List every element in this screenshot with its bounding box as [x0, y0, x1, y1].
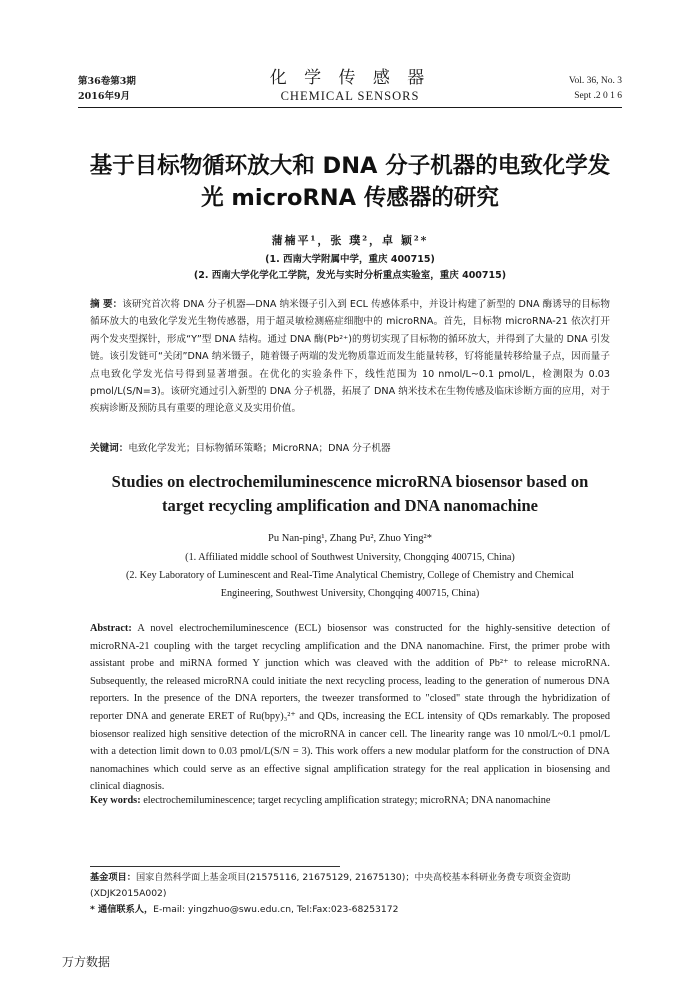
journal-name-cn: 化 学 传 感 器 — [269, 68, 431, 88]
header-right — [569, 74, 622, 104]
contact-label: * 通信联系人， — [90, 904, 154, 915]
header-left — [78, 74, 136, 104]
en-title — [90, 470, 610, 518]
volume-en: Vol. 36, No. 3 — [568, 76, 622, 86]
header-rule — [78, 107, 622, 108]
cn-title — [80, 150, 620, 214]
cn-affiliation-1: (1. 西南大学附属中学，重庆 400715) — [265, 254, 435, 265]
cn-keywords-label: 关键词： — [90, 443, 129, 454]
cn-abstract-text: 该研究首次将 DNA 分子机器—DNA 纳米镊子引入到 ECL 传感体系中，并设计构建了新型的 DNA 酶诱导的目标物循环放大的电致化学发光生物传感器，用于超灵敏检测癌症细胞中的 microRNA。首先，目标物 microRNA-21 依次打开两个发夹型探针，形成“Y”型 DNA 结构。通过 DNA 酶(Pb²⁺)的剪切实现了目标物的循环放大，并得到了大量的 DNA 引发链。该引发链可“关闭”DNA 纳米镊子，随着镊子两端的发光物质靠近而发生能量转移，钌将能量转移给量子点，因而量子点电致化学发光信号得到显著增强。在优化的实验条件下，线性范围为 10 nmol/L~0.1 pmol/L，检测限为 0.03 pmol/L(S/N=3)。该研究通过引入新型的 DNA 分子机器，拓展了 DNA 纳米技术在生物传感及临床诊断方面的应用，对于疾病诊断及预防具有重要的理论意义及实用价值。 — [90, 299, 610, 415]
en-title-line1: Studies on electrochemiluminescence microRNA biosensor based on — [111, 472, 589, 491]
cn-keywords-text: 电致化学发光；目标物循环策略；MicroRNA；DNA 分子机器 — [128, 443, 391, 454]
fund-label: 基金项目： — [90, 872, 136, 883]
cn-keywords — [90, 441, 610, 457]
date-en: Sept .2 0 1 6 — [574, 91, 622, 101]
contact-text: E-mail: yingzhuo@swu.edu.cn, Tel:Fax:023-68253172 — [153, 904, 399, 915]
cn-abstract — [90, 296, 610, 418]
en-keywords-text: electrochemiluminescence; target recycling amplification strategy; microRNA; DNA nanomachine — [140, 795, 551, 806]
en-abstract — [90, 620, 610, 796]
watermark: 万方数据 — [62, 955, 111, 969]
date-cn: 2016年9月 — [78, 91, 131, 102]
header-center — [240, 68, 460, 104]
footnote — [90, 870, 615, 918]
journal-name-en: CHEMICAL SENSORS — [280, 89, 420, 103]
cn-title-line1: 基于目标物循环放大和 DNA 分子机器的电致化学发 — [89, 153, 611, 179]
en-affiliation-1: (1. Affiliated middle school of Southwest University, Chongqing 400715, China) — [185, 552, 515, 563]
en-abstract-text: A novel electrochemiluminescence (ECL) biosensor was constructed for the highly-sensitive detection of microRNA-21 coupling with the target recycling amplification and the DNA nanomachine. First, the primer probe with assistant probe and miRNA formed Y junction which was cleaved with the addition of Pb²⁺ to release microRNA. Subsequently, the released microRNA could initiate the next recycling process, leading to the generation of numerous DNA reporters. In the presence of the DNA reporters, the tweezer transformed to "closed" state through the hybridization of reporter DNA and generate ERET of Ru(bpy)₃²⁺ and QDs, increasing the ECL intensity of QDs remarkably. The proposed biosensor realized high sensitive detection of the microRNA in cancer cell. The linearity range was 10 nmol/L~0.1 pmol/L with a detection limit down to 0.03 pmol/L(S/N = 3). This work offers a new modular platform for the construction of DNA nanomachines which could serve as an effective signal amplification strategy for the real application in biosensing and clinical diagnosis. — [90, 623, 610, 793]
contact-note — [90, 902, 615, 918]
cn-abstract-label: 摘 要： — [90, 299, 123, 310]
footnote-rule — [90, 866, 340, 867]
en-keywords — [90, 793, 610, 809]
en-keywords-label: Key words: — [90, 795, 141, 806]
en-authors: Pu Nan-ping¹, Zhang Pu², Zhuo Ying²* — [268, 533, 432, 544]
fund-text: 国家自然科学面上基金项目(21575116, 21675129, 21675130)；中央高校基本科研业务费专项资金资助(XDJK2015A002) — [90, 872, 571, 899]
en-abstract-label: Abstract: — [90, 623, 132, 634]
en-title-line2: target recycling amplification and DNA nanomachine — [162, 496, 538, 515]
cn-affiliation-2: (2. 西南大学化学化工学院，发光与实时分析重点实验室，重庆 400715) — [193, 270, 507, 281]
fund-note — [90, 870, 615, 902]
cn-authors: 蒲楠平¹，张 璞²，卓 颖²* — [271, 234, 429, 247]
volume-cn: 第36卷第3期 — [78, 76, 136, 87]
en-affiliation-2: (2. Key Laboratory of Luminescent and Real-Time Analytical Chemistry, College of Chemistry and Chemical Engineering, Southwest University, Chongqing 400715, China) — [126, 570, 574, 599]
cn-title-line2: 光 microRNA 传感器的研究 — [201, 185, 499, 211]
